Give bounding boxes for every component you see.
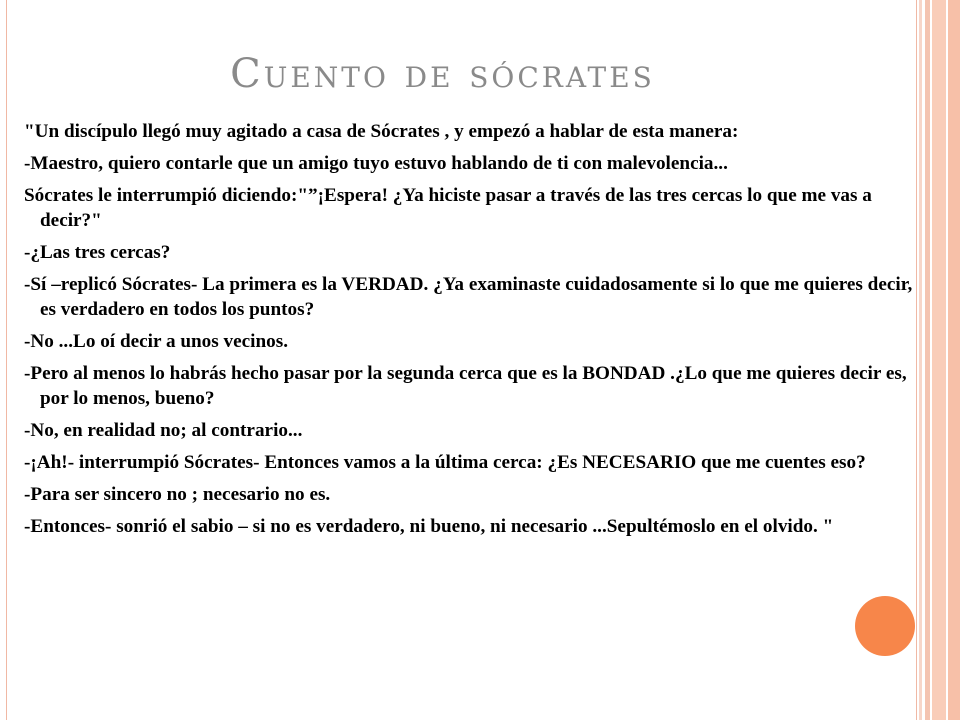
paragraph: -No ...Lo oí decir a unos vecinos. [24,331,289,352]
side-band [925,0,930,720]
decorative-orange-circle [855,596,915,656]
paragraph: -¿Las tres cercas? [24,242,171,263]
side-band [932,0,946,720]
slide-title: Cuento de sócrates [230,51,655,97]
paragraph: -Para ser sincero no ; necesario no es. [24,484,331,505]
paragraph: -¡Ah!- interrumpió Sócrates- Entonces vamos a la última cerca: ¿Es NECESARIO que me cuentes eso? [24,452,866,473]
paragraph: -Pero al menos lo habrás hecho pasar por la segunda cerca que es la BONDAD .¿Lo que me quieres decir es, por lo menos, bueno? [24,363,912,409]
paragraph: Sócrates le interrumpió diciendo:"”¡Espera! ¿Ya hiciste pasar a través de las tres cercas lo que me vas a decir?" [24,185,877,231]
paragraph: "Un discípulo llegó muy agitado a casa de Sócrates , y empezó a hablar de esta manera: [24,121,739,142]
side-band [948,0,960,720]
story-body [24,119,920,546]
paragraph: -No, en realidad no; al contrario... [24,420,303,441]
paragraph: -Sí –replicó Sócrates- La primera es la VERDAD. ¿Ya examinaste cuidadosamente si lo que me quieres decir, es verdadero en todos los puntos? [24,274,918,320]
paragraph: -Entonces- sonrió el sabio – si no es verdadero, ni bueno, ni necesario ...Sepultémoslo en el olvido. " [24,516,834,537]
paragraph: -Maestro, quiero contarle que un amigo tuyo estuvo hablando de ti con malevolencia... [24,153,728,174]
